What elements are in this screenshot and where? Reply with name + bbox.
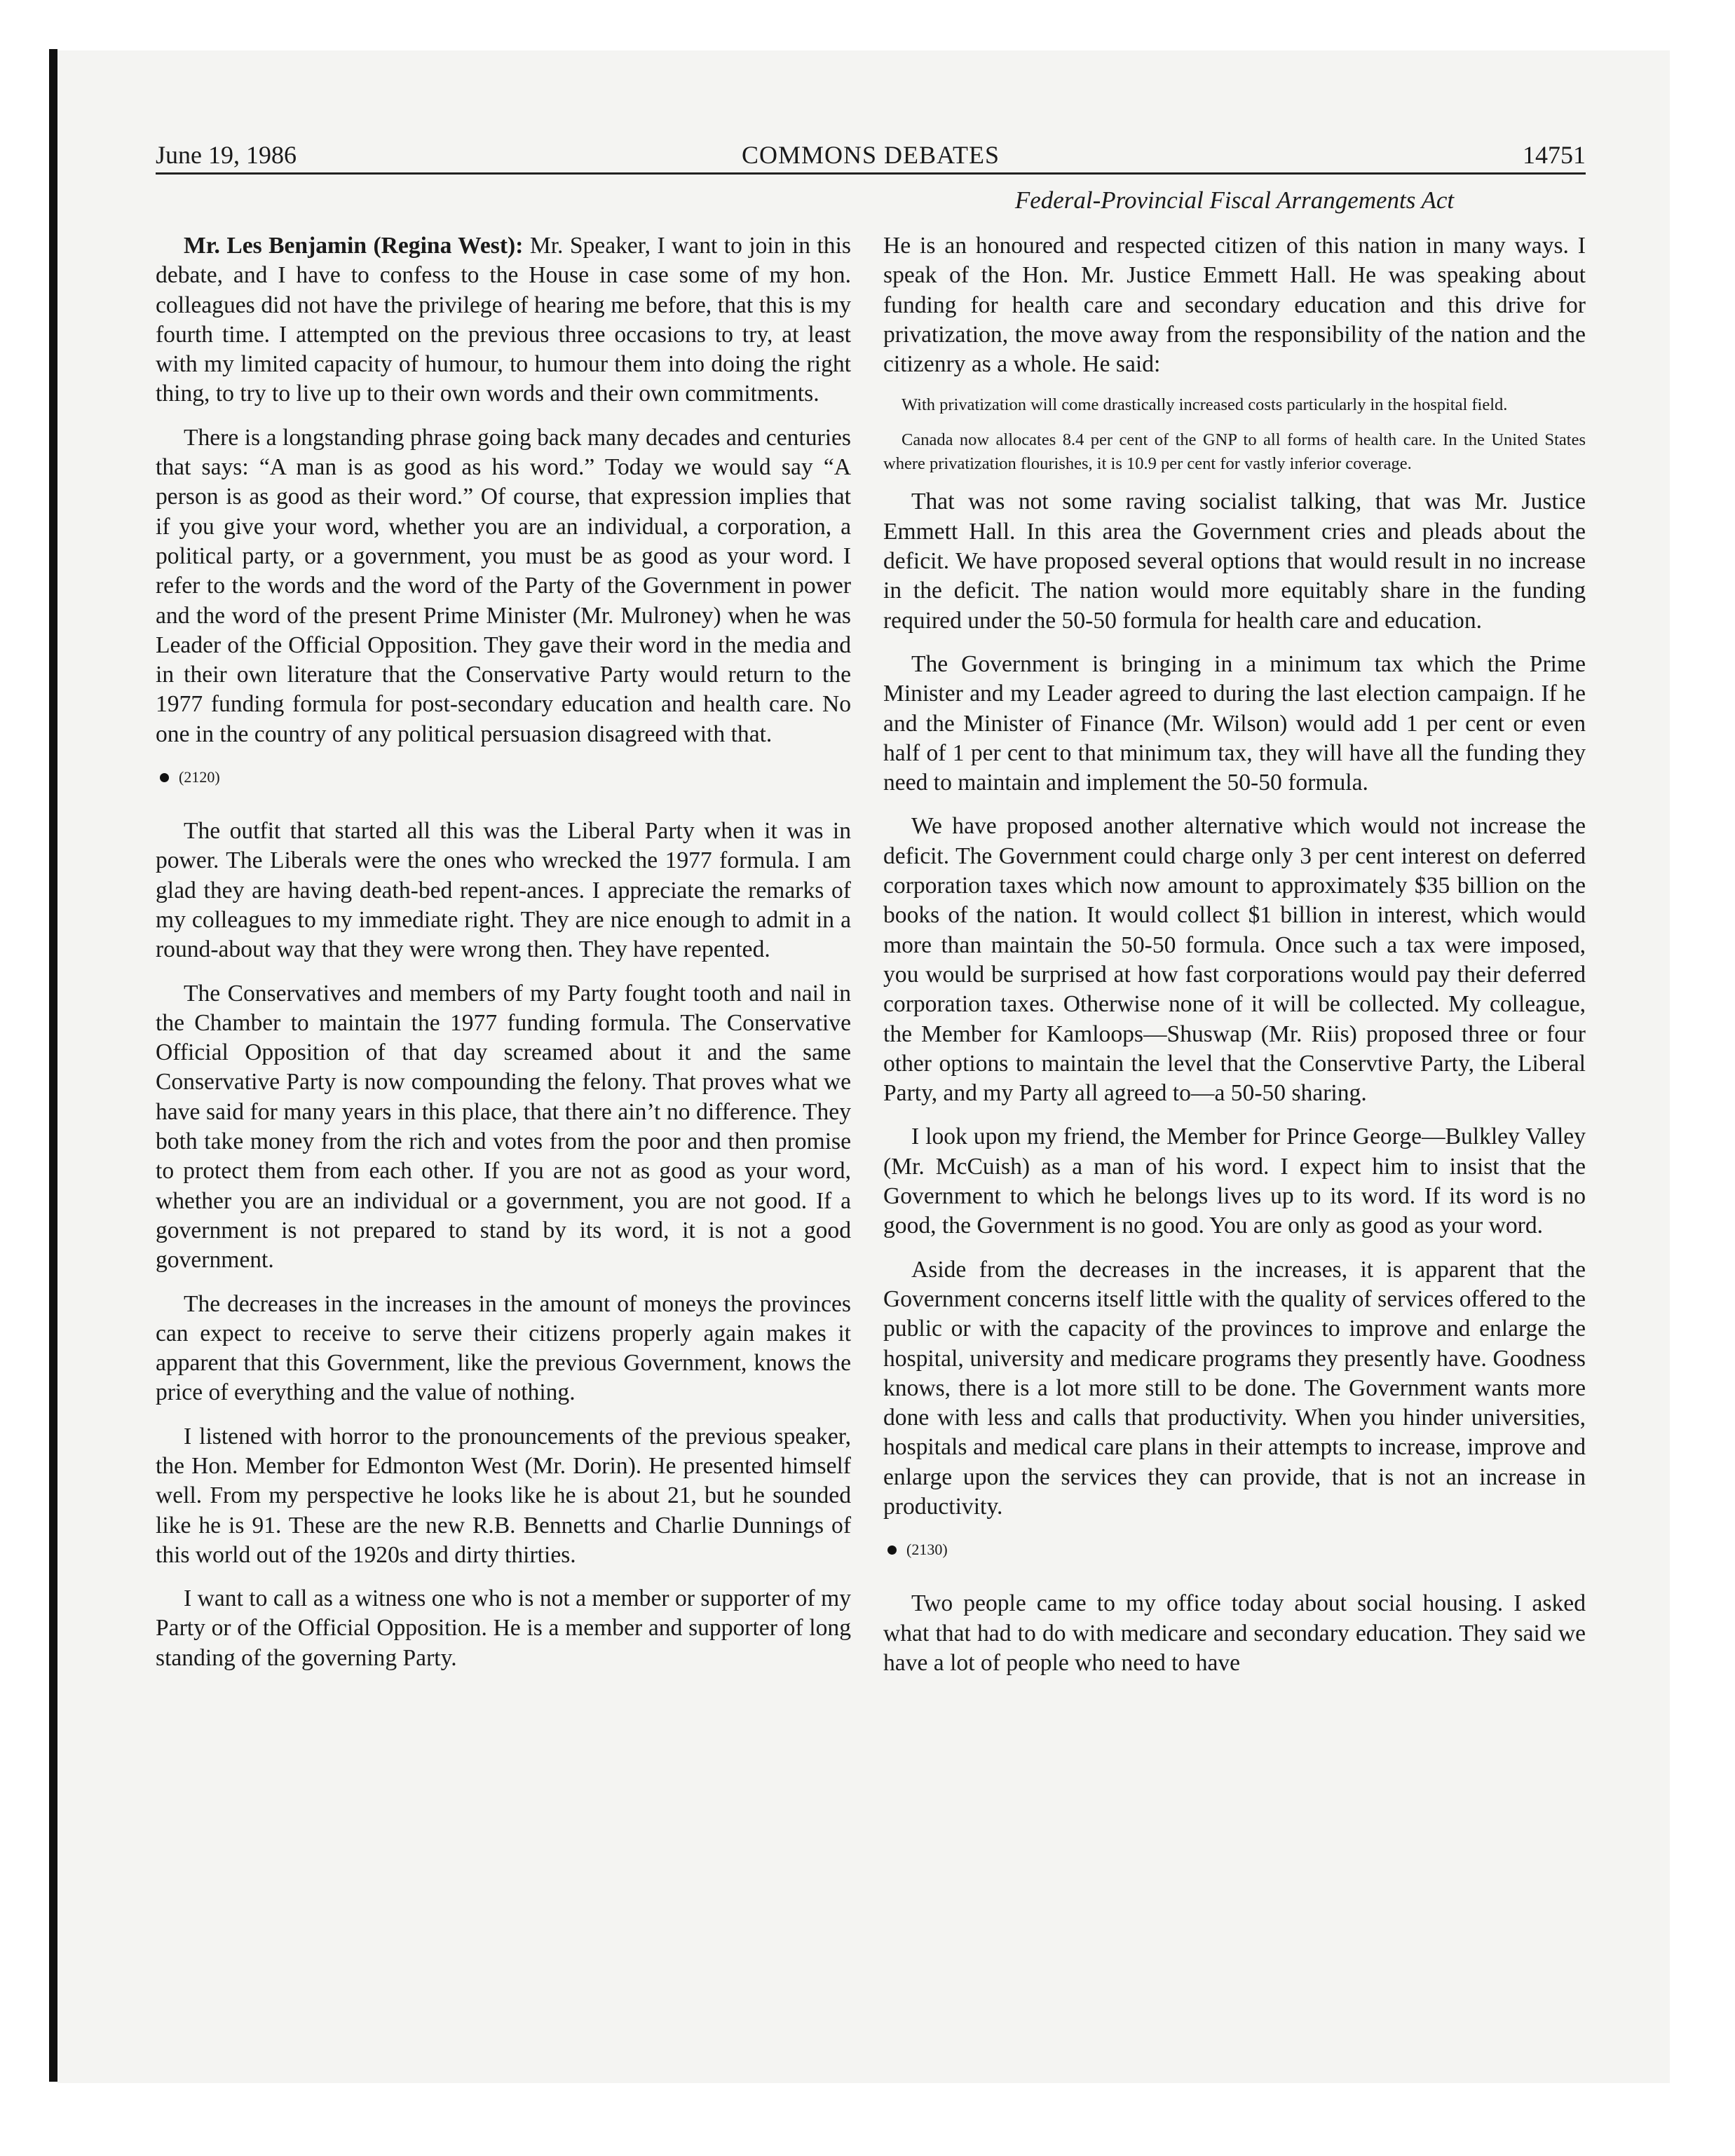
time-marker [156,763,851,791]
running-title: Federal-Provincial Fiscal Arrangements Act [1014,186,1455,214]
bullet-icon [887,1546,897,1555]
paragraph: Aside from the decreases in the increases, it is apparent that the Government concerns itself little with the quality of services offered to the public or with the capacity of the provinces to improve and enlarge the hospital, university and medicare programs they presently have. Goodness knows, there is a lot more still to be done. The Government wants more done with less and calls that productivity. When you hinder universities, hospitals and medical care plans in their attempts to increase, improve and enlarge upon the services they can provide, that is not an increase in productivity. [883,1256,1586,1520]
paragraph: I want to call as a witness one who is not a member or supporter of my Party or of the Official Opposition. He is a member and supporter of long standing of the governing Party. [156,1585,851,1671]
time-marker-text: (2120) [179,768,220,786]
header-page-number: 14751 [1523,141,1586,169]
bullet-icon [160,773,169,782]
speaker-name: Mr. Les Benjamin (Regina West): [184,233,524,259]
paragraph: There is a longstanding phrase going back many decades and centuries that says: “A man is as good as his word.” Today we would say “A person is as good as their word.” Of course, that expression implies that if you give your word, whether you are an individual, a corporation, a political party, or a government, you must be as good as your word. I refer to the words and the word of the Party of the Government in power and the word of the present Prime Minister (Mr. Mulroney) when he was Leader of the Official Opposition. They gave their word in the media and in their own literature that the Conservative Party would return to the 1977 funding formula for post-secondary education and health care. No one in the country of any political persuasion disagreed with that. [156,424,851,747]
paragraph: The decreases in the increases in the amount of moneys the provinces can expect to receive to serve their citizens properly again makes it apparent that this Government, like the previous Government, knows the price of everything and the value of nothing. [156,1290,851,1406]
paragraph: The Conservatives and members of my Party fought tooth and nail in the Chamber to maintain the 1977 funding formula. The Conservative Official Opposition of that day screamed about it and the same Conservative Party is now compounding the felony. That proves what we have said for many years in this place, that there ain’t no difference. They both take money from the rich and votes from the poor and then promise to protect them from each other. If you are not as good as your word, whether you are an individual or a government, you are not good. If a government is not prepared to stand by its word, it is not a good government. [156,980,851,1274]
paragraph: That was not some raving socialist talking, that was Mr. Justice Emmett Hall. In this area the Government cries and pleads about the deficit. We have proposed several options that would result in no increase in the deficit. The nation would more equitably share in the funding required under the 50-50 formula for health care and education. [883,489,1586,634]
paragraph: The Government is bringing in a minimum tax which the Prime Minister and my Leader agreed to during the last election campaign. If he and the Minister of Finance (Mr. Wilson) would add 1 per cent or even half of 1 per cent to that minimum tax, they will have all the funding they need to maintain and implement the 50-50 formula. [883,650,1586,796]
right-column [883,231,1586,1692]
paragraph: I look upon my friend, the Member for Prince George—Bulkley Valley (Mr. McCuish) as a man of his word. I expect him to insist that the Government to which he belongs lives up to its word. If its word is no good, the Government is no good. You are only as good as your word. [883,1124,1586,1239]
scan-edge [49,49,57,2082]
time-marker-text: (2130) [906,1541,948,1559]
paragraph: I listened with horror to the pronouncements of the previous speaker, the Hon. Member for Edmonton West (Mr. Dorin). He presented himself well. From my perspective he looks like he is about 21, but he sounded like he is 91. These are the new R.B. Bennetts and Charlie Dunnings of this world out of the 1920s and dirty thirties. [156,1423,851,1568]
block-quote: Canada now allocates 8.4 per cent of the GNP to all forms of health care. In the United States where privatization flourishes, it is 10.9 per cent for vastly inferior coverage. [883,430,1586,474]
header-title: COMMONS DEBATES [741,141,1000,169]
left-column [156,231,851,1687]
block-quote: With privatization will come drastically increased costs particularly in the hospital field. [901,395,1508,415]
paragraph: The outfit that started all this was the Liberal Party when it was in power. The Liberals were the ones who wrecked the 1977 formula. I am glad they are having death-bed repent-ances. I appreciate the remarks of my colleagues to my immediate right. They are nice enough to admit in a round-about way that they were wrong then. They have repented. [156,818,851,963]
paragraph [156,231,851,409]
paragraph: Two people came to my office today about social housing. I asked what that had to do with medicare and secondary education. They said we have a lot of people who need to have [883,1590,1586,1676]
paragraph-text: Mr. Speaker, I want to join in this debate, and I have to confess to the House in case some of my hon. colleagues did not have the privilege of hearing me before, that this is my fourth time. I attempted on the previous three occasions to try, at least with my limited capacity of humour, to humour them into doing the right thing, to try to live up to their own words and their own commitments. [156,233,851,407]
paragraph: We have proposed another alternative which would not increase the deficit. The Government could charge only 3 per cent interest on deferred corporation taxes which now amount to approximately $35 billion on the books of the nation. It would collect $1 billion in interest, which would more than maintain the 50-50 formula. Once such a tax were imposed, you would be surprised at how fast corporations would pay their deferred corporation taxes. Otherwise none of it will be collected. My colleague, the Member for Kamloops—Shuswap (Mr. Riis) proposed three or four other options to maintain the level that the Conservtive Party, the Liberal Party, and my Party all agreed to—a 50-50 sharing. [883,813,1586,1107]
paragraph: He is an honoured and respected citizen of this nation in many ways. I speak of the Hon. Mr. Justice Emmett Hall. He was speaking about funding for health care and secondary education and this drive for privatization, the move away from the responsibility of the nation and the citizenry as a whole. He said: [883,233,1586,378]
time-marker [883,1536,1586,1564]
header-date: June 19, 1986 [156,141,297,169]
page-header [156,139,1586,175]
